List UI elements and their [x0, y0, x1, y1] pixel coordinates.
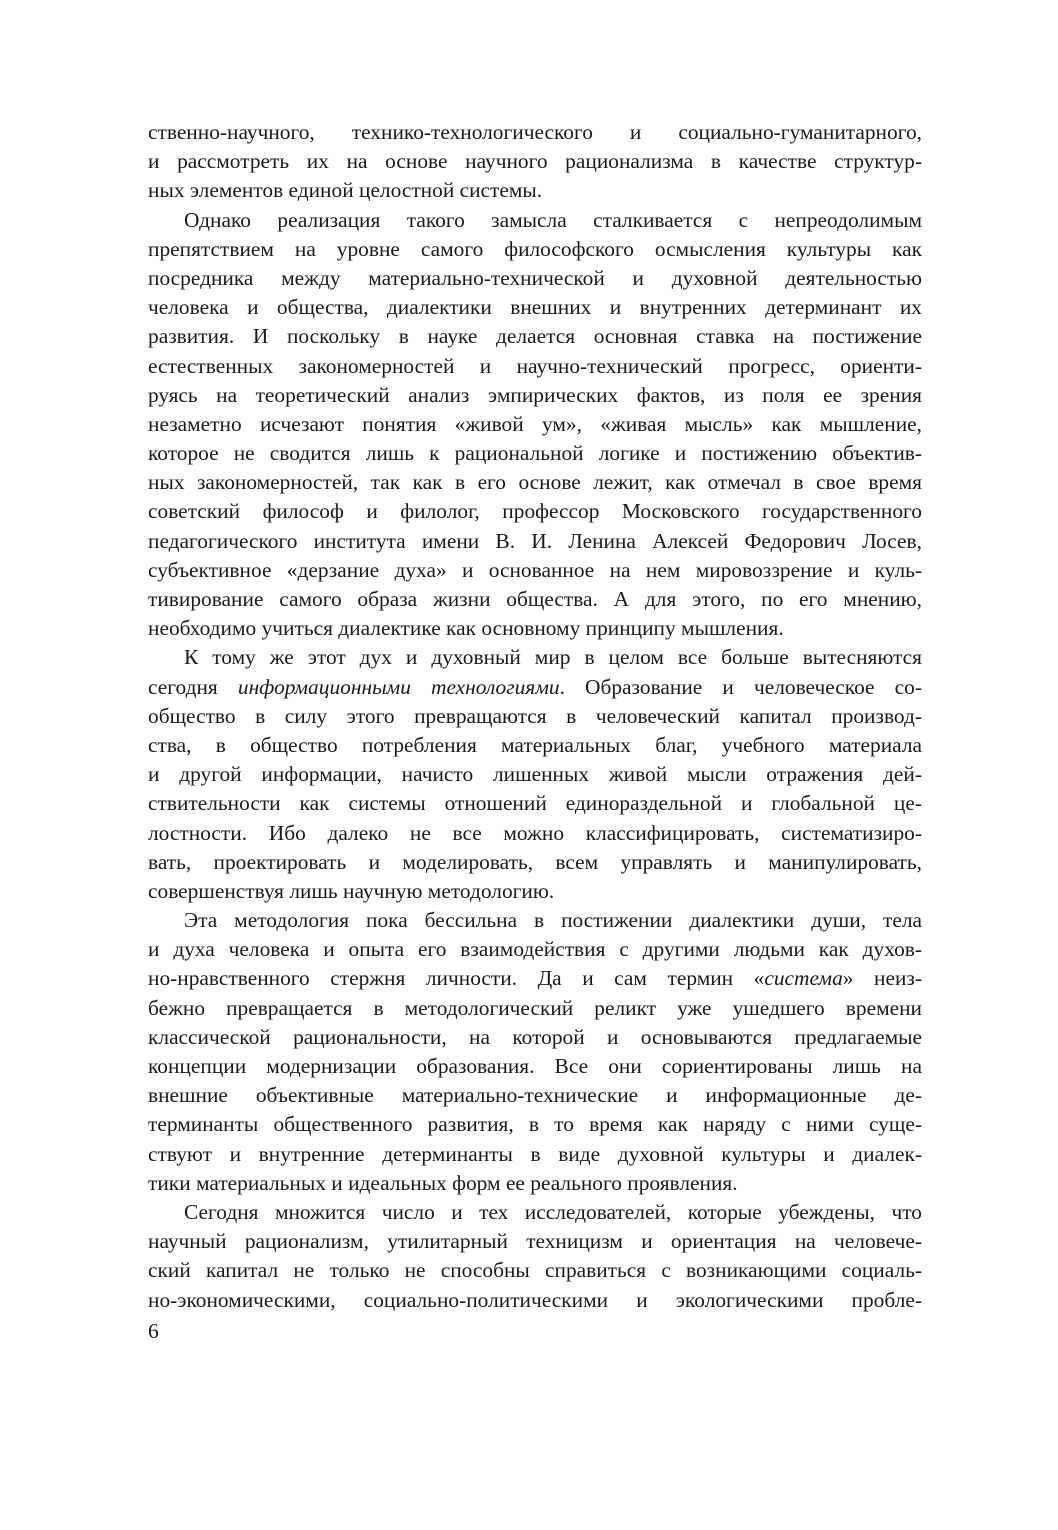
- text-line: совершенствуя лишь научную методологию.: [148, 878, 555, 903]
- text-line: Однако реализация такого замысла сталкивается с непреодолимым: [184, 207, 922, 232]
- paragraph: [148, 118, 922, 206]
- text-line-mixed: [148, 673, 922, 702]
- text-line: тивирование самого образа жизни общества. А для этого, по его мнению,: [148, 587, 922, 611]
- text-line: К тому же этот дух и духовный мир в целом все больше вытесняются: [184, 645, 922, 670]
- text-line: развития. И поскольку в науке делается основная ставка на постижение: [148, 324, 922, 349]
- text-line: препятствием на уровне самого философского осмысления культуры как: [148, 236, 922, 261]
- text-line: но-экономическими, социально-политическими и экологическими пробле-: [148, 1287, 922, 1312]
- text-line: ствительности как системы отношений единораздельной и глобальной це-: [148, 791, 922, 816]
- text-run: но-нравственного стержня личности. Да и сам термин «: [148, 966, 765, 991]
- italic-term: информационными технологиями: [237, 674, 560, 699]
- text-line: и другой информации, начисто лишенных живой мысли отражения дей-: [148, 762, 922, 787]
- text-line: руясь на теоретический анализ эмпирических фактов, из поля ее зрения: [148, 382, 922, 407]
- text-line: посредника между материально-технической и духовной деятельностью: [148, 265, 922, 290]
- page-number: 6: [148, 1319, 159, 1343]
- text-line: лостности. Ибо далеко не все можно классифицировать, систематизиро-: [148, 820, 922, 845]
- text-line: естественных закономерностей и научно-технический прогресс, ориенти-: [148, 353, 922, 378]
- text-line: советский философ и филолог, профессор Московского государственного: [148, 499, 922, 524]
- text-line: человека и общества, диалектики внешних и внутренних детерминант их: [148, 295, 922, 320]
- text-run: сегодня: [148, 674, 218, 699]
- text-line: классической рациональности, на которой и основываются предлагаемые: [148, 1024, 922, 1049]
- text-line: ский капитал не только не способны справиться с возникающими социаль-: [148, 1258, 922, 1283]
- text-run: . Образование и человеческое со-: [559, 674, 922, 699]
- text-line: внешние объективные материально-технические и информационные де-: [148, 1083, 922, 1108]
- text-line: педагогического института имени В. И. Ленина Алексей Федорович Лосев,: [148, 528, 922, 553]
- text-line: субъективное «дерзание духа» и основанное на нем мировоззрение и куль-: [148, 557, 922, 582]
- text-line: которое не сводится лишь к рациональной логике и постижению объектив-: [148, 441, 922, 466]
- text-line-mixed: [148, 964, 922, 993]
- text-line: ных элементов единой целостной системы.: [148, 178, 543, 203]
- text-line: общество в силу этого превращаются в человеческий капитал производ-: [148, 703, 922, 728]
- text-line: бежно превращается в методологический реликт уже ушедшего времени: [148, 995, 922, 1020]
- text-line: Эта методология пока бессильна в постижении диалектики души, тела: [184, 908, 922, 933]
- text-line: научный рационализм, утилитарный техницизм и ориентация на человече-: [148, 1229, 922, 1254]
- text-line: терминанты общественного развития, в то время как наряду с ними суще-: [148, 1112, 922, 1137]
- text-line: концепции модернизации образования. Все они сориентированы лишь на: [148, 1054, 922, 1078]
- body-text: [148, 118, 922, 1315]
- paragraph: [148, 1198, 922, 1315]
- text-line: и духа человека и опыта его взаимодействия с другими людьми как духов-: [148, 937, 922, 962]
- text-line: ства, в общество потребления материальных благ, учебного материала: [148, 732, 922, 757]
- text-line: ствуют и внутренние детерминанты в виде духовной культуры и диалек-: [148, 1141, 922, 1166]
- italic-term: система: [764, 966, 843, 991]
- text-line: незаметно исчезают понятия «живой ум», «живая мысль» как мышление,: [148, 411, 922, 436]
- text-line: необходимо учиться диалектике как основному принципу мышления.: [148, 616, 784, 641]
- paragraph: [148, 906, 922, 1198]
- text-line: ственно-научного, технико-технологического и социально-гуманитарного,: [148, 120, 922, 144]
- text-line: и рассмотреть их на основе научного рационализма в качестве структур-: [148, 149, 922, 174]
- text-line: Сегодня множится число и тех исследователей, которые убеждены, что: [184, 1199, 922, 1224]
- text-line: вать, проектировать и моделировать, всем управлять и манипулировать,: [148, 849, 922, 874]
- text-line: тики материальных и идеальных форм ее реального проявления.: [148, 1170, 738, 1195]
- text-line: ных закономерностей, так как в его основе лежит, как отмечал в свое время: [148, 470, 922, 495]
- paragraph: [148, 206, 922, 644]
- paragraph: [148, 643, 922, 906]
- text-run: » неиз-: [842, 966, 922, 991]
